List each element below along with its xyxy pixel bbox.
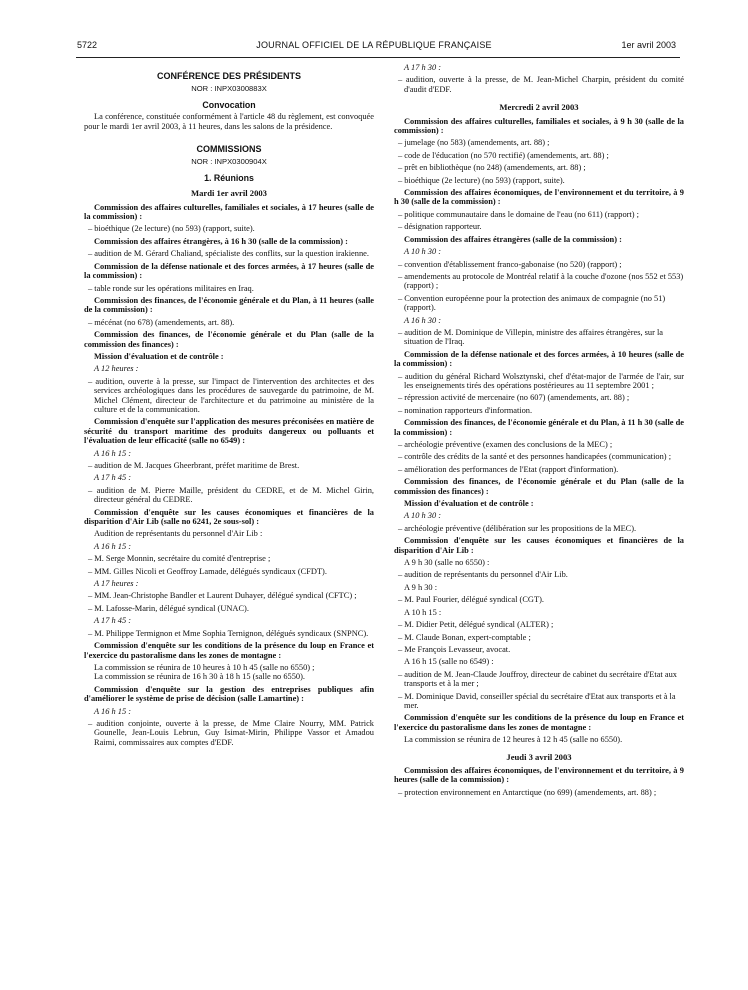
time-slot: A 17 heures : [94, 579, 139, 589]
agenda-item: – politique communautaire dans le domaine de l'eau (no 611) (rapport) ; [398, 209, 639, 219]
agenda-item: – archéologie préventive (délibération sur les propositions de la MEC). [398, 523, 637, 533]
convocation-text: La conférence, constituée conformément à l'article 48 du règlement, est convoquée pour le mardi 1er avril 2003, à 11 heures, dans les salons de la présidence. [84, 112, 374, 131]
commission-heading: Commission d'enquête sur les causes économiques et financières de la disparition d'Air Lib : [394, 536, 684, 555]
agenda-item: – M. Serge Monnin, secrétaire du comité d'entreprise ; [88, 554, 271, 564]
agenda-item: – audition, ouverte à la presse, de M. Jean-Michel Charpin, président du comité d'audit d'EDF. [398, 75, 684, 94]
agenda-item: – Me François Levasseur, avocat. [398, 644, 511, 654]
time-slot: A 17 h 45 : [94, 473, 132, 483]
agenda-item: – désignation rapporteur. [398, 222, 482, 232]
agenda-item: – bioéthique (2e lecture) (no 593) (rapport, suite). [88, 224, 255, 234]
commission-heading: Commission des affaires étrangères (salle de la commission) : [404, 234, 622, 244]
agenda-item: – audition de M. Jean-Claude Jouffroy, directeur de cabinet du secrétaire d'Etat aux transports et à la mer ; [398, 669, 677, 689]
day-heading: Mardi 1er avril 2003 [191, 188, 267, 199]
agenda-item: – répression activité de mercenaire (no 607) (amendements, art. 88) ; [398, 393, 630, 403]
journal-title: JOURNAL OFFICIEL DE LA RÉPUBLIQUE FRANÇAISE [256, 40, 492, 50]
agenda-item: – mécénat (no 678) (amendements, art. 88). [88, 317, 235, 327]
commission-heading: Commission des affaires culturelles, familiales et sociales, à 17 heures (salle de la commission) : [84, 202, 374, 222]
conference-nor: NOR : INPX0300883X [191, 84, 267, 94]
agenda-item: – audition de M. Gérard Chaliand, spécialiste des conflits, sur la question irakienne. [88, 249, 369, 259]
agenda-item: – audition conjointe, ouverte à la presse, de Mme Claire Nourry, MM. Patrick Gounelle, Jean-Louis Lebrun, Guy Isimat-Mirin, Philippe Vassor et Amadou Raimi, commissaires aux comptes d'EDF. [88, 718, 374, 747]
agenda-item: – M. Philippe Termignon et Mme Sophia Ternignon, délégués syndicaux (SNPNC). [88, 628, 369, 638]
page-number: 5722 [77, 40, 98, 50]
time-slot: A 10 h 30 : [404, 247, 442, 257]
commission-heading: Commission de la défense nationale et des forces armées, à 17 heures (salle de la commission) : [84, 261, 374, 281]
agenda-item: – M. Didier Petit, délégué syndical (ALTER) ; [398, 620, 554, 630]
header-rule [76, 57, 680, 58]
agenda-item: – convention d'établissement franco-gabonaise (no 520) (rapport) ; [398, 259, 622, 269]
agenda-item: – amélioration des performances de l'Etat (rapport d'information). [398, 464, 619, 474]
commissions-title: COMMISSIONS [196, 144, 262, 155]
left-column [84, 63, 374, 750]
meeting-line: La commission se réunira de 10 heures à 10 h 45 (salle no 6550) ; [94, 662, 315, 672]
agenda-item: – audition de représentants du personnel d'Air Lib. [398, 570, 568, 580]
day-heading: Mercredi 2 avril 2003 [499, 102, 579, 113]
mission-subheading: Mission d'évaluation et de contrôle : [94, 351, 224, 361]
time-slot: A 16 h 15 : [94, 706, 132, 716]
agenda-item: – MM. Gilles Nicoli et Geoffroy Lamade, délégués syndicaux (CFDT). [88, 566, 327, 576]
intro-line: Audition de représentants du personnel d'Air Lib : [94, 529, 263, 539]
page-header [0, 40, 748, 56]
commission-heading: Commission d'enquête sur la gestion des entreprises publiques afin d'améliorer le système de prise de décision (salle Lamartine) : [84, 684, 374, 704]
time-slot: A 16 h 15 : [94, 448, 132, 458]
agenda-item: – nomination rapporteurs d'information. [398, 405, 533, 415]
time-slot: A 16 h 15 : [94, 541, 132, 551]
agenda-item: – prêt en bibliothèque (no 248) (amendements, art. 88) ; [398, 163, 586, 173]
agenda-item: – code de l'éducation (no 570 rectifié) (amendements, art. 88) ; [398, 150, 609, 160]
reunions-title: 1. Réunions [204, 172, 254, 183]
agenda-item: – M. Lafosse-Marin, délégué syndical (UNAC). [88, 603, 249, 613]
commission-heading: Commission des affaires culturelles, familiales et sociales, à 9 h 30 (salle de la commission) : [394, 116, 684, 136]
agenda-item: – audition, ouverte à la presse, sur l'impact de l'intervention des architectes et des services archéologiques dans les procédures de sauvegarde du patrimoine, de M. Michel Clément, directeur de l'architecture et du patrimoine au ministère de la culture et de la communication. [88, 376, 374, 414]
day-heading: Jeudi 3 avril 2003 [506, 751, 572, 762]
commission-heading: Commission d'enquête sur les causes économiques et financières de la disparition d'Air Lib (salle no 6241, 2e sous-sol) : [84, 507, 374, 527]
commission-heading: Commission des finances, de l'économie générale et du Plan (salle de la commission des finances) : [84, 330, 374, 349]
commission-heading: Commission des finances, de l'économie générale et du Plan, à 11 heures (salle de la commission) : [84, 295, 374, 315]
time-slot: A 16 h 30 : [404, 315, 442, 325]
commission-heading: Commission de la défense nationale et des forces armées, à 10 heures (salle de la commission) : [394, 349, 684, 369]
time-slot: A 12 heures : [94, 364, 139, 374]
agenda-item: – table ronde sur les opérations militaires en Iraq. [88, 283, 254, 293]
commission-heading: Commission des affaires économiques, de l'environnement et du territoire, à 9 h 30 (salle de la commission) : [394, 188, 684, 207]
time-slot: A 9 h 30 : [404, 582, 438, 592]
convocation-title: Convocation [202, 99, 256, 110]
conference-title: CONFÉRENCE DES PRÉSIDENTS [156, 71, 302, 81]
commission-heading: Commission des finances, de l'économie générale et du Plan (salle de la commission des finances) : [394, 477, 684, 496]
commission-heading: Commission des finances, de l'économie générale et du Plan, à 11 h 30 (salle de la commission) : [394, 418, 684, 437]
time-slot: A 9 h 30 (salle no 6550) : [404, 558, 490, 568]
commission-heading: Commission d'enquête sur les conditions de la présence du loup en France et l'exercice du pastoralisme dans les zones de montagne : [84, 641, 374, 660]
agenda-item: – audition de M. Pierre Maille, président du CEDRE, et de M. Michel Girin, directeur général du CEDRE. [88, 485, 374, 505]
meeting-line: La commission se réunira de 12 heures à 12 h 45 (salle no 6550). [404, 735, 623, 745]
agenda-item: – audition de M. Jacques Gheerbrant, préfet maritime de Brest. [88, 461, 300, 470]
right-column [394, 63, 684, 800]
commission-heading: Commission des affaires étrangères, à 16 h 30 (salle de la commission) : [94, 236, 348, 246]
agenda-item: – protection environnement en Antarctique (no 699) (amendements, art. 88) ; [398, 787, 657, 797]
agenda-item: – contrôle des crédits de la santé et des personnes handicapées (communication) ; [398, 452, 672, 462]
agenda-item: – amendements au protocole de Montréal relatif à la couche d'ozone (nos 552 et 553) (rapport) ; [398, 271, 684, 291]
mission-subheading: Mission d'évaluation et de contrôle : [404, 499, 534, 509]
time-slot: A 16 h 15 (salle no 6549) : [404, 657, 494, 667]
agenda-item: – Convention européenne pour la protection des animaux de compagnie (no 51) (rapport). [398, 293, 666, 313]
agenda-item: – bioéthique (2e lecture) (no 593) (rapport, suite). [398, 175, 565, 185]
time-slot: A 17 h 45 : [94, 616, 132, 626]
agenda-item: – archéologie préventive (examen des conclusions de la MEC) ; [398, 440, 613, 449]
time-slot: A 10 h 30 : [404, 511, 442, 521]
agenda-item: – M. Dominique David, conseiller spécial du secrétaire d'Etat aux transports et à la mer. [398, 691, 676, 710]
agenda-item: – M. Paul Fourier, délégué syndical (CGT). [398, 595, 544, 605]
agenda-item: – MM. Jean-Christophe Bandler et Laurent Duhayer, délégué syndical (CFTC) ; [88, 591, 357, 601]
agenda-item: – M. Claude Bonan, expert-comptable ; [398, 632, 531, 642]
agenda-item: – audition du général Richard Wolsztynski, chef d'état-major de l'armée de l'air, sur les enseignements tirés des opérations postérieures au 11 septembre 2001 ; [398, 371, 684, 390]
issue-date: 1er avril 2003 [621, 40, 676, 50]
commission-heading: Commission des affaires économiques, de l'environnement et du territoire, à 9 heures (salle de la commission) : [394, 765, 684, 785]
commissions-nor: NOR : INPX0300904X [191, 157, 267, 167]
meeting-line: La commission se réunira de 16 h 30 à 18 h 15 (salle no 6550). [94, 672, 305, 682]
commission-heading: Commission d'enquête sur les conditions de la présence du loup en France et l'exercice du pastoralisme dans les zones de montagne : [394, 713, 684, 732]
time-slot: A 17 h 30 : [404, 63, 442, 72]
time-slot: A 10 h 15 : [404, 607, 442, 617]
commission-heading: Commission d'enquête sur l'application des mesures préconisées en matière de sécurité du transport maritime des produits dangereux ou polluants et l'évaluation de leur efficacité (salle no 6549) : [84, 417, 374, 446]
agenda-item: – audition de M. Dominique de Villepin, ministre des affaires étrangères, sur la situation de l'Iraq. [398, 327, 664, 347]
agenda-item: – jumelage (no 583) (amendements, art. 88) ; [398, 138, 550, 148]
